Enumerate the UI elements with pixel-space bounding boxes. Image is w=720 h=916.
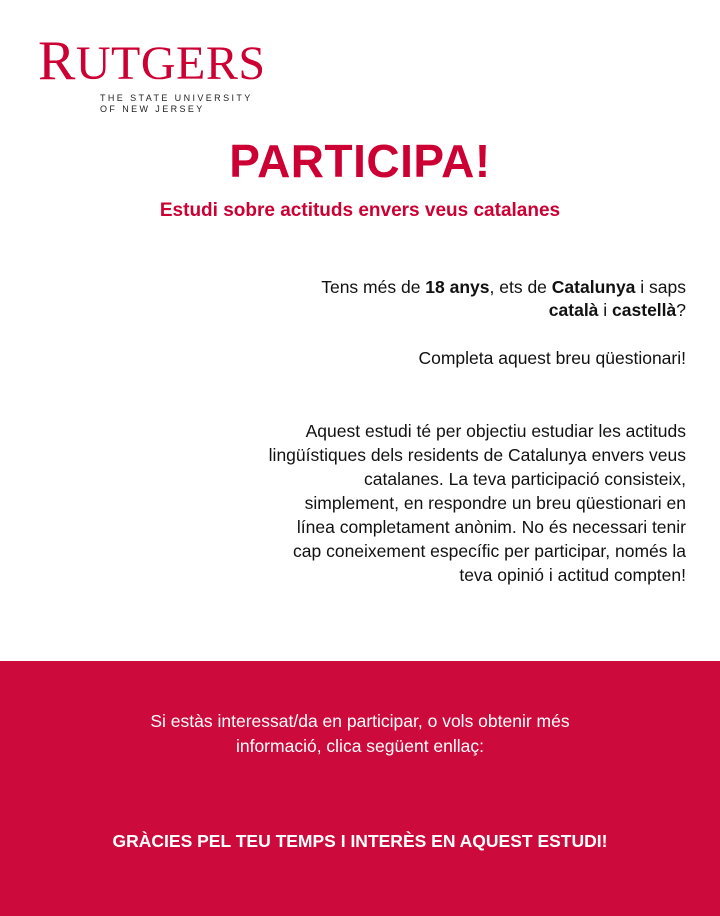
description-line: teva opinió i actitud compten! [459, 565, 686, 585]
page-headline: PARTICIPA! [229, 135, 491, 187]
question-line-1: Tens més de 18 anys, ets de Catalunya i saps [321, 277, 686, 297]
logo-wordmark: RUTGERS [38, 30, 266, 92]
description-line: lingüístiques dels residents de Catalunya envers veus [268, 445, 686, 465]
study-description [166, 419, 686, 587]
eligibility-question [166, 276, 686, 322]
footer-band [0, 661, 720, 916]
thank-you-message: GRÀCIES PEL TEU TEMPS I INTERÈS EN AQUEST ESTUDI! [112, 831, 608, 851]
participation-info: Si estàs interessat/da en participar, o vols obtenir més informació, clica següent enllaç: [150, 711, 570, 756]
description-line: cap coneixement específic per participar, només la [293, 541, 686, 561]
call-to-action: Completa aquest breu qüestionari! [418, 348, 686, 368]
logo-subtitle: THE STATE UNIVERSITY OF NEW JERSEY [100, 93, 253, 114]
rutgers-logo [38, 30, 266, 115]
description-line: Aquest estudi té per objectiu estudiar les actituds [305, 421, 686, 441]
page-subheadline: Estudi sobre actituds envers veus catalanes [159, 200, 561, 221]
question-line-2: català i castellà? [548, 300, 686, 320]
description-line: línea completament anònim. No és necessari tenir [296, 517, 686, 537]
description-line: catalanes. La teva participació consisteix, [364, 469, 686, 489]
description-line: simplement, en respondre un breu qüestionari en [304, 493, 686, 513]
